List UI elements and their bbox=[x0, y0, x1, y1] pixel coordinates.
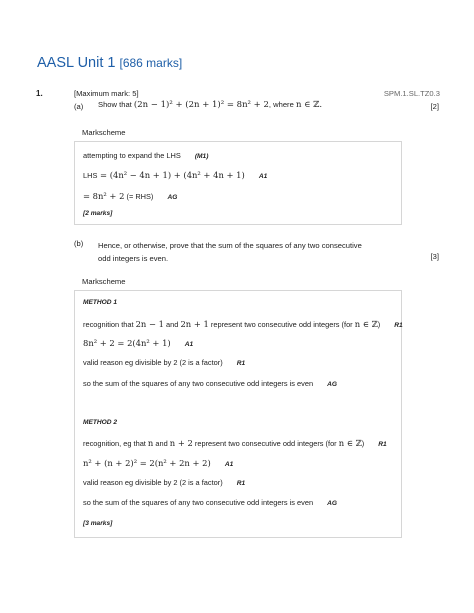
page-title-main: AASL Unit 1 bbox=[37, 55, 116, 71]
ms-b-m1-so-text: so the sum of the squares of any two consecutive odd integers is even bbox=[83, 379, 314, 388]
part-a-condition: n ∈ ℤ. bbox=[295, 100, 323, 110]
ms-b-m2-eq-mark: A1 bbox=[224, 461, 234, 468]
ms-a-line-3-mark: AG bbox=[167, 194, 178, 201]
page-title bbox=[37, 55, 182, 71]
part-a-markscheme-box bbox=[74, 141, 402, 225]
part-a-label: (a) bbox=[74, 102, 84, 111]
ms-a-line-1 bbox=[83, 151, 208, 160]
ms-b-m2-equation bbox=[83, 458, 233, 468]
max-marks: [Maximum mark: 5] bbox=[74, 89, 139, 98]
ms-b-m1-valid-reason bbox=[83, 358, 245, 367]
ms-b-method1-heading: METHOD 1 bbox=[83, 299, 118, 306]
part-a-markscheme-label: Markscheme bbox=[82, 128, 126, 137]
ms-b-m2-valid-reason bbox=[83, 478, 245, 487]
ms-b-m1-eq-mark: A1 bbox=[184, 341, 194, 348]
ms-b-m2-so-text: so the sum of the squares of any two consecutive odd integers is even bbox=[83, 498, 314, 507]
ms-a-line-2-mark: A1 bbox=[258, 173, 268, 180]
ms-b-m2-recog-close: ) bbox=[361, 439, 365, 448]
ms-b-m2-recog-post: represent two consecutive odd integers (for bbox=[192, 439, 339, 448]
ms-b-total: [3 marks] bbox=[83, 520, 113, 527]
ms-a-line-1-text: attempting to expand the LHS bbox=[83, 151, 181, 160]
ms-b-m2-recog-pre: recognition, eg that bbox=[83, 439, 148, 448]
ms-b-m2-valid-text: valid reason eg divisible by 2 (2 is a factor) bbox=[83, 478, 223, 487]
part-b-markscheme-label: Markscheme bbox=[82, 277, 126, 286]
ms-b-m2-so-mark: AG bbox=[327, 500, 338, 507]
ms-b-m2-recog-cond: n ∈ ℤ bbox=[338, 438, 362, 448]
ms-b-m1-recog-mid: and bbox=[164, 320, 181, 329]
ms-b-m1-valid-text: valid reason eg divisible by 2 (2 is a factor) bbox=[83, 358, 223, 367]
ms-b-m1-eq-math: 8n² + 2 = 2(4n² + 1) bbox=[83, 338, 171, 348]
part-a-prompt-pre: Show that bbox=[98, 100, 132, 109]
part-b-marks: [3] bbox=[430, 252, 439, 261]
ms-b-m1-recog-pre: recognition that bbox=[83, 320, 136, 329]
part-b-label: (b) bbox=[74, 239, 84, 248]
ms-b-m2-recognition bbox=[83, 438, 387, 448]
ms-b-m1-valid-mark: R1 bbox=[236, 360, 246, 367]
page-title-marks: [686 marks] bbox=[119, 56, 183, 70]
question-reference: SPM.1.SL.TZ0.3 bbox=[383, 89, 440, 98]
ms-b-m1-recog-post: represent two consecutive odd integers (for bbox=[208, 320, 355, 329]
ms-a-line-1-mark: (M1) bbox=[194, 153, 209, 160]
ms-b-m1-recog-math2: 2n + 1 bbox=[180, 319, 209, 329]
ms-b-m2-eq-math: n² + (n + 2)² = 2(n² + 2n + 2) bbox=[83, 458, 211, 468]
ms-a-line-2-prefix: LHS bbox=[83, 171, 98, 180]
ms-b-m2-recog-math2: n + 2 bbox=[169, 438, 193, 448]
ms-b-m2-recog-mid: and bbox=[153, 439, 170, 448]
ms-a-line-3-text: (= RHS) bbox=[124, 192, 154, 201]
ms-a-line-2 bbox=[83, 170, 267, 180]
part-a-expression: (2n − 1)² + (2n + 1)² = 8n² + 2 bbox=[133, 100, 269, 110]
ms-b-m2-recog-mark: R1 bbox=[378, 441, 387, 448]
ms-b-m1-equation bbox=[83, 338, 193, 348]
ms-a-line-3 bbox=[83, 191, 177, 201]
part-a-prompt-post: , where bbox=[268, 100, 294, 109]
ms-b-m1-recog-close: ) bbox=[377, 320, 381, 329]
ms-b-method2-heading: METHOD 2 bbox=[83, 419, 118, 426]
ms-b-m1-conclusion bbox=[83, 379, 337, 388]
part-a-marks: [2] bbox=[430, 102, 439, 111]
ms-b-m2-valid-mark: R1 bbox=[236, 480, 246, 487]
ms-b-m1-recog-math1: 2n − 1 bbox=[135, 319, 164, 329]
ms-b-m1-recog-cond: n ∈ ℤ bbox=[354, 319, 378, 329]
ms-a-total: [2 marks] bbox=[83, 210, 113, 217]
ms-b-m1-recog-mark: R1 bbox=[394, 322, 403, 329]
part-b-prompt: Hence, or otherwise, prove that the sum of the squares of any two consecutive odd integers is even. bbox=[98, 241, 362, 263]
ms-b-m2-recog-math1: n bbox=[147, 438, 154, 448]
question-number: 1. bbox=[36, 89, 43, 98]
ms-b-m1-recognition bbox=[83, 319, 403, 329]
ms-a-line-3-math: = 8n² + 2 bbox=[83, 191, 125, 201]
part-a-prompt bbox=[98, 100, 322, 110]
part-b-markscheme-box bbox=[74, 290, 402, 538]
ms-b-m2-conclusion bbox=[83, 498, 337, 507]
ms-b-m1-so-mark: AG bbox=[327, 381, 338, 388]
ms-a-line-2-math: = (4n² − 4n + 1) + (4n² + 4n + 1) bbox=[97, 170, 245, 180]
